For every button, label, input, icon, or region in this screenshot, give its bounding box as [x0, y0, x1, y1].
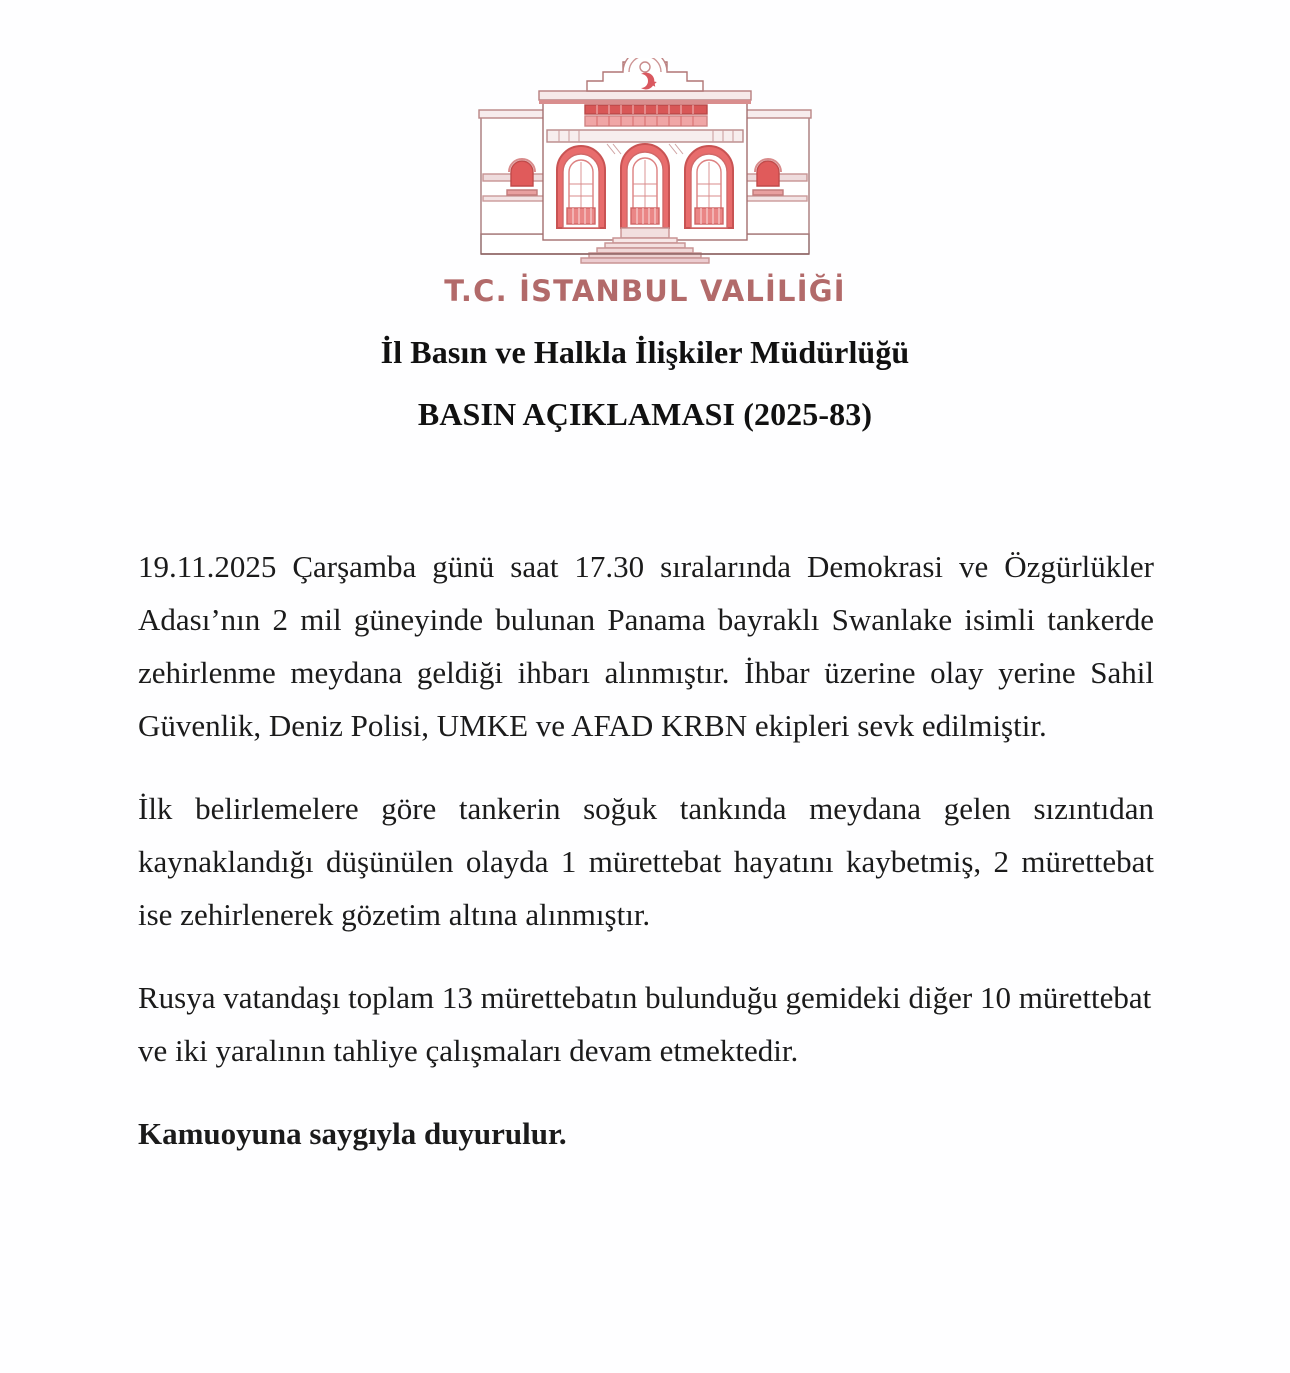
- press-release-title: BASIN AÇIKLAMASI (2025-83): [417, 396, 873, 432]
- department-title: İl Basın ve Halkla İlişkiler Müdürlüğü: [380, 334, 910, 370]
- logo-block: [0, 58, 1290, 308]
- paragraph-1: 19.11.2025 Çarşamba günü saat 17.30 sıralarında Demokrasi ve Özgürlükler Adası’nın 2 mil güneyinde bulunan Panama bayraklı Swanlake isimli tankerde zehirlenme meydana geldiği ihbarı alınmıştır. İhbar üzerine olay yerine Sahil Güvenlik, Deniz Polisi, UMKE ve AFAD KRBN ekipleri sevk edilmiştir.: [138, 549, 1154, 743]
- istanbul-governorship-building-logo: [469, 58, 821, 270]
- paragraph-2: İlk belirlemelere göre tankerin soğuk tankında meydana gelen sızıntıdan kaynaklandığı düşünülen olayda 1 mürettebat hayatını kaybetmiş, 2 mürettebat ise zehirlenerek gözetim altına alınmıştır.: [138, 791, 1154, 932]
- paragraph-3: Rusya vatandaşı toplam 13 mürettebatın bulunduğu gemideki diğer 10 mürettebat ve iki yaralının tahliye çalışmaları devam etmektedir.: [138, 980, 1152, 1068]
- logo-caption: T.C. İSTANBUL VALİLİĞİ: [444, 274, 846, 308]
- document-body: [138, 540, 1154, 1160]
- closing-statement: Kamuoyuna saygıyla duyurulur.: [138, 1116, 567, 1151]
- heading-block: [0, 332, 1290, 434]
